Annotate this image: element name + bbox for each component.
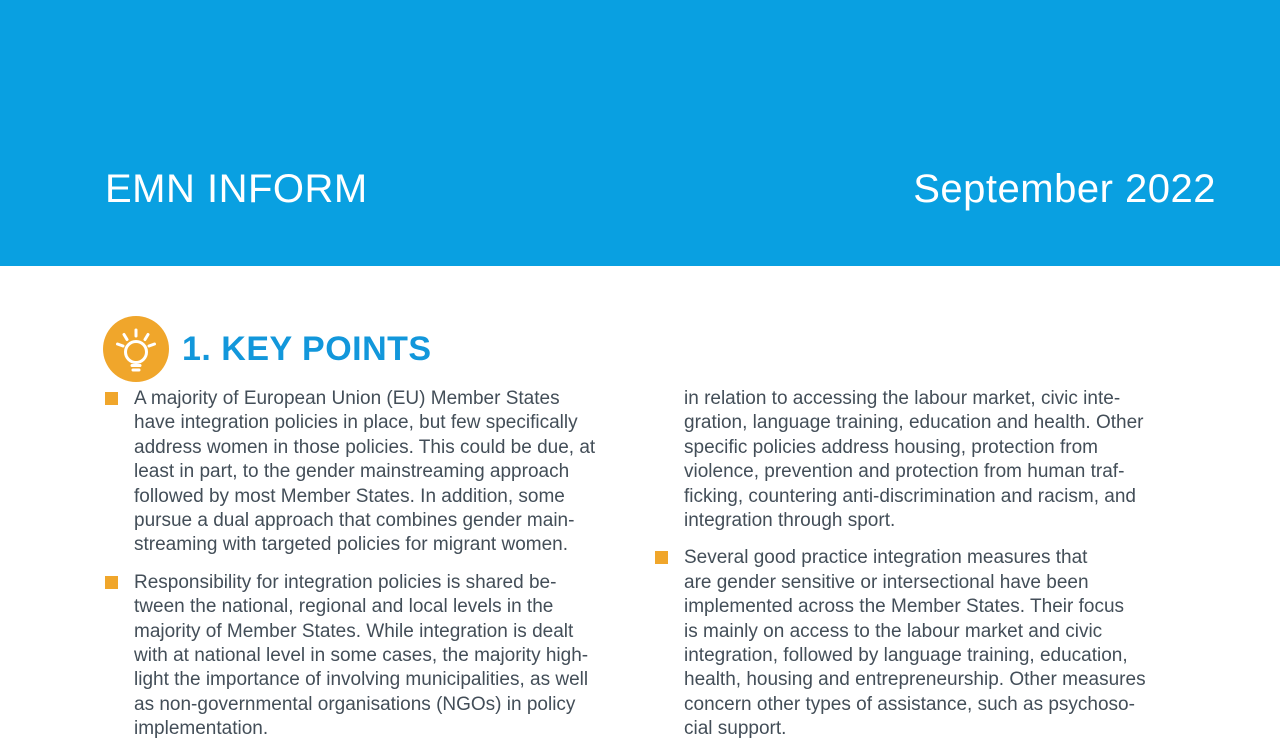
- paragraph-text: A majority of European Union (EU) Member States have integration policies in place, but few specifically address women in those policies. This could be due, at least in part, to the gender mainstreaming approach followed by most Member States. In addition, some pursue a dual approach that combines gender main- streaming with targeted policies for migrant women.: [134, 388, 596, 556]
- bullet-square-icon: [655, 551, 668, 564]
- bullet-square-icon: [105, 576, 118, 589]
- bullet-item: [105, 571, 637, 742]
- lightbulb-icon: [103, 316, 169, 382]
- key-points-section-header: [103, 316, 432, 382]
- right-column: [655, 387, 1183, 755]
- bullet-item: [655, 546, 1183, 741]
- paragraph-text: Responsibility for integration policies is shared be- tween the national, regional and local levels in the majority of Member States. While integration is dealt with at national level in some cases, the majority high- light the importance of involving municipalities, as well as non-governmental organisations (NGOs) in policy implementation.: [134, 571, 589, 740]
- publication-date: September 2022: [913, 167, 1216, 211]
- bullet-item: [655, 387, 1183, 533]
- left-column: [105, 387, 637, 755]
- bullet-square-icon: [105, 392, 118, 405]
- paragraph-text: in relation to accessing the labour market, civic inte- gration, language training, education and health. Other specific policies address housing, protection from violence, prevention and protection from human traf- ficking, countering anti-discrimination and racism, and integration through sport.: [684, 388, 1144, 532]
- paragraph-text: Several good practice integration measures that are gender sensitive or intersectional have been implemented across the Member States. Their focus is mainly on access to the labour market and civic integration, followed by language training, education, health, housing and entrepreneurship. Other measures concern other types of assistance, such as psychoso- cial support.: [684, 547, 1146, 740]
- section-heading: 1. KEY POINTS: [182, 329, 432, 368]
- bullet-item: [105, 387, 637, 558]
- header-band: [0, 0, 1280, 266]
- document-type-title: EMN INFORM: [105, 167, 368, 211]
